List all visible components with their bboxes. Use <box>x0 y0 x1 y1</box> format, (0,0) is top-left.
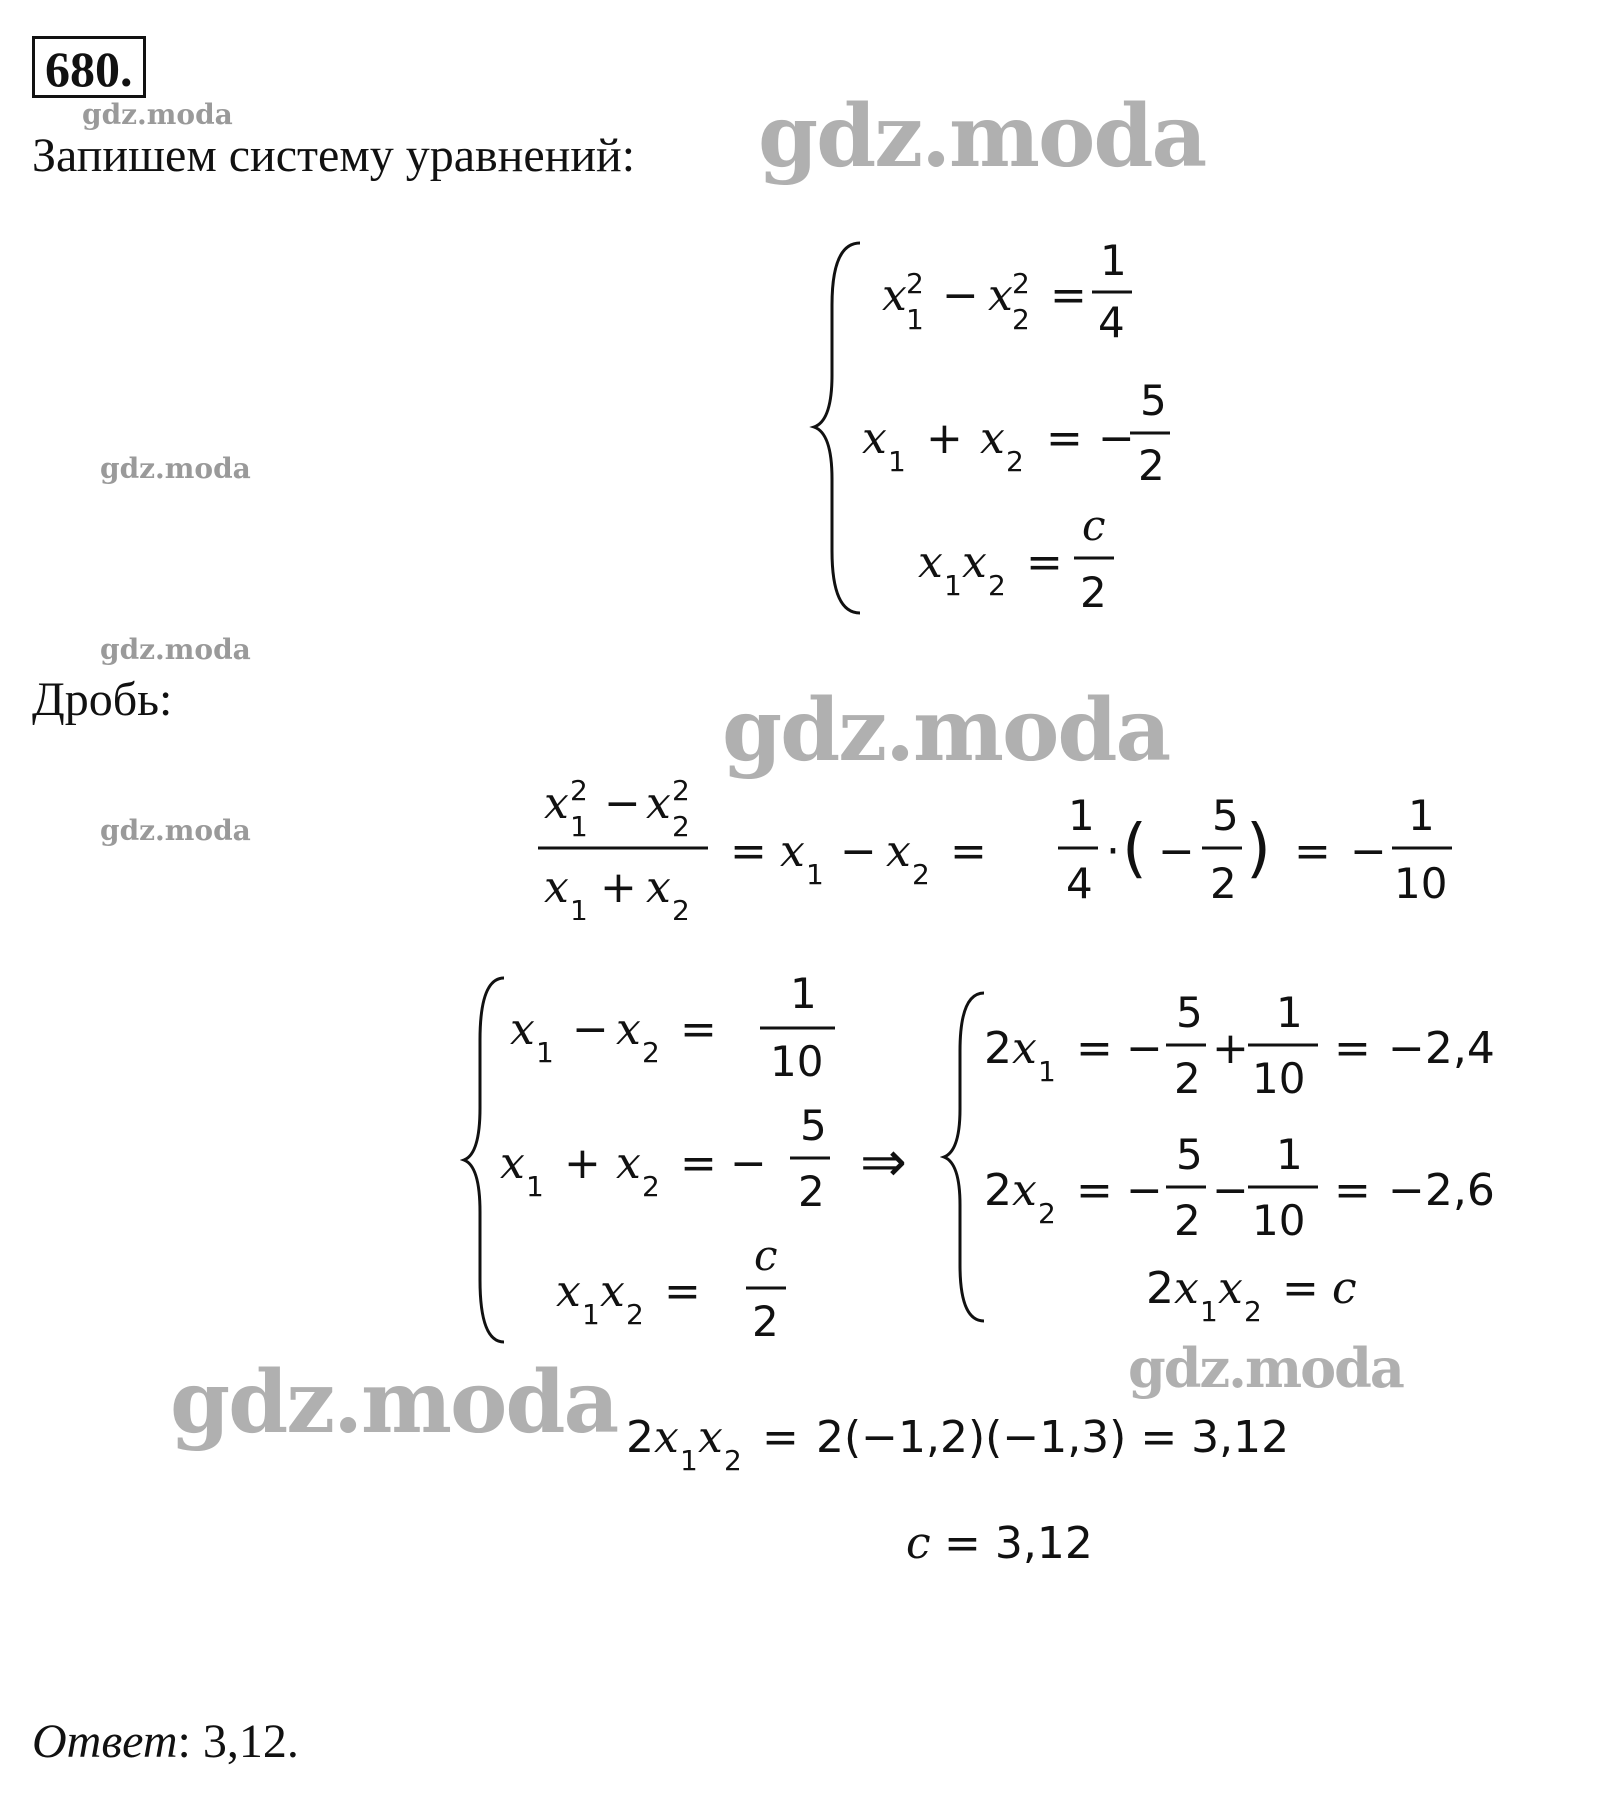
equation-3 <box>1146 1263 1357 1328</box>
svg-text:2: 2 <box>724 1444 742 1477</box>
svg-text:2: 2 <box>642 1170 660 1203</box>
svg-text:=: = <box>664 1266 701 1317</box>
svg-text:2: 2 <box>752 1297 779 1346</box>
svg-text:2: 2 <box>1138 441 1165 490</box>
svg-text:2: 2 <box>1080 568 1107 617</box>
svg-text:1: 1 <box>536 1036 554 1069</box>
svg-text:2: 2 <box>1012 267 1030 300</box>
svg-text:+: + <box>1212 1023 1249 1074</box>
equation-1 <box>510 969 835 1086</box>
svg-text:2: 2 <box>1146 1263 1174 1314</box>
svg-text:x: x <box>862 413 887 464</box>
svg-text:−: − <box>604 778 641 829</box>
svg-text:=: = <box>1294 826 1331 877</box>
svg-text:+: + <box>926 413 963 464</box>
system-of-equations-1 <box>800 225 1220 635</box>
svg-text:5: 5 <box>1176 1130 1203 1179</box>
equation-2 <box>862 376 1170 490</box>
svg-text:x: x <box>544 778 569 829</box>
svg-text:c: c <box>1082 501 1106 550</box>
svg-text:+: + <box>564 1138 601 1189</box>
svg-text:c: c <box>1332 1263 1357 1314</box>
svg-text:1: 1 <box>1038 1055 1056 1088</box>
svg-text:2: 2 <box>642 1036 660 1069</box>
svg-text:x: x <box>500 1138 525 1189</box>
svg-text:10: 10 <box>770 1037 824 1086</box>
svg-text:1: 1 <box>570 810 588 843</box>
watermark: gdz.moda <box>100 814 251 847</box>
svg-text:x: x <box>918 537 943 588</box>
svg-text:2: 2 <box>1006 445 1024 478</box>
answer-label: Ответ <box>32 1715 178 1768</box>
svg-text:1: 1 <box>680 1444 698 1477</box>
svg-text:x: x <box>654 1412 679 1463</box>
svg-text:2: 2 <box>988 569 1006 602</box>
svg-text:=: = <box>1334 1165 1371 1216</box>
svg-text:x: x <box>646 778 671 829</box>
svg-text:2: 2 <box>672 774 690 807</box>
svg-text:2: 2 <box>672 810 690 843</box>
svg-text:x: x <box>616 1138 641 1189</box>
svg-text:−: − <box>1098 413 1135 464</box>
svg-text:−: − <box>1350 826 1387 877</box>
svg-text:10: 10 <box>1252 1196 1306 1245</box>
svg-text:=: = <box>762 1412 799 1463</box>
svg-text:x: x <box>980 413 1005 464</box>
svg-text:−: − <box>942 270 979 321</box>
svg-text:5: 5 <box>1176 988 1203 1037</box>
fraction-label: Дробь: <box>32 673 173 726</box>
svg-text:−: − <box>572 1004 609 1055</box>
svg-text:−: − <box>1158 826 1195 877</box>
problem-number: 680. <box>32 36 146 98</box>
svg-text:2: 2 <box>798 1167 825 1216</box>
watermark: gdz.moda <box>100 633 251 666</box>
svg-text:2(−1,2)(−1,3) = 3,12: 2(−1,2)(−1,3) = 3,12 <box>816 1412 1290 1463</box>
svg-text:2: 2 <box>626 1412 654 1463</box>
implies-arrow: ⇒ <box>860 1130 907 1195</box>
answer-value: : 3,12. <box>177 1715 299 1768</box>
svg-text:=: = <box>1076 1023 1113 1074</box>
svg-text:−: − <box>1212 1165 1249 1216</box>
svg-text:=: = <box>680 1138 717 1189</box>
svg-text:1: 1 <box>582 1298 600 1331</box>
svg-text:x: x <box>988 270 1013 321</box>
svg-text:): ) <box>1246 812 1271 886</box>
svg-text:=: = <box>730 826 767 877</box>
svg-text:x: x <box>1174 1263 1199 1314</box>
svg-text:x: x <box>556 1266 581 1317</box>
svg-text:=: = <box>1076 1165 1113 1216</box>
c-line <box>900 1506 1200 1586</box>
svg-text:1: 1 <box>1276 1130 1303 1179</box>
svg-text:1: 1 <box>1276 988 1303 1037</box>
svg-text:2: 2 <box>984 1165 1012 1216</box>
svg-text:−: − <box>1126 1023 1163 1074</box>
svg-text:4: 4 <box>1098 298 1125 347</box>
svg-text:1: 1 <box>570 894 588 920</box>
svg-text:2: 2 <box>1174 1196 1201 1245</box>
equation-1 <box>882 236 1132 347</box>
svg-text:2: 2 <box>1174 1054 1201 1103</box>
svg-text:=: = <box>680 1004 717 1055</box>
svg-text:=: = <box>1046 413 1083 464</box>
svg-text:2: 2 <box>1012 303 1030 336</box>
fraction-equation <box>530 770 1510 920</box>
equation-3 <box>918 501 1114 617</box>
svg-text:5: 5 <box>1212 791 1239 840</box>
svg-text:+: + <box>600 862 637 913</box>
svg-text:x: x <box>1218 1263 1243 1314</box>
equation-2 <box>500 1101 830 1216</box>
svg-text:2: 2 <box>1210 859 1237 908</box>
svg-text:x: x <box>1012 1023 1037 1074</box>
svg-text:2: 2 <box>1244 1295 1262 1328</box>
svg-text:10: 10 <box>1394 859 1448 908</box>
watermark: gdz.moda <box>100 452 251 485</box>
svg-text:1: 1 <box>888 445 906 478</box>
svg-text:x: x <box>616 1004 641 1055</box>
svg-text:5: 5 <box>1140 376 1167 425</box>
svg-text:10: 10 <box>1252 1054 1306 1103</box>
svg-text:2: 2 <box>626 1298 644 1331</box>
svg-text:x: x <box>510 1004 535 1055</box>
watermark: gdz.moda <box>82 98 233 131</box>
equation-2 <box>984 1130 1495 1245</box>
svg-text:2: 2 <box>1038 1197 1056 1230</box>
svg-text:x: x <box>780 826 805 877</box>
svg-text:−: − <box>730 1138 767 1189</box>
svg-text:x: x <box>600 1266 625 1317</box>
equation-1 <box>984 988 1495 1103</box>
product-line <box>620 1400 1420 1480</box>
svg-text:−2,6: −2,6 <box>1388 1165 1495 1216</box>
svg-text:c: c <box>906 1518 931 1569</box>
svg-text:=: = <box>950 826 987 877</box>
svg-text:2: 2 <box>570 774 588 807</box>
svg-text:1: 1 <box>1200 1295 1218 1328</box>
svg-text:1: 1 <box>806 858 824 891</box>
svg-text:2: 2 <box>672 894 690 920</box>
svg-text:1: 1 <box>1408 791 1435 840</box>
svg-text:−2,4: −2,4 <box>1388 1023 1495 1074</box>
equation-3 <box>556 1231 786 1346</box>
svg-text:·: · <box>1106 826 1120 877</box>
svg-text:x: x <box>698 1412 723 1463</box>
svg-text:x: x <box>962 537 987 588</box>
svg-text:= 3,12: = 3,12 <box>944 1518 1093 1569</box>
answer <box>32 1714 299 1769</box>
svg-text:=: = <box>1026 537 1063 588</box>
svg-text:1: 1 <box>906 303 924 336</box>
svg-text:−: − <box>840 826 877 877</box>
svg-text:x: x <box>646 862 671 913</box>
svg-text:5: 5 <box>800 1101 827 1150</box>
watermark: gdz.moda <box>758 86 1206 187</box>
svg-text:2: 2 <box>912 858 930 891</box>
svg-text:=: = <box>1050 270 1087 321</box>
svg-text:1: 1 <box>526 1170 544 1203</box>
svg-text:x: x <box>886 826 911 877</box>
svg-text:x: x <box>882 270 907 321</box>
svg-text:1: 1 <box>790 969 817 1018</box>
intro-text: Запишем систему уравнений: <box>32 129 636 182</box>
svg-text:2: 2 <box>984 1023 1012 1074</box>
svg-text:1: 1 <box>1100 236 1127 285</box>
watermark: gdz.moda <box>722 680 1170 781</box>
svg-text:1: 1 <box>1068 791 1095 840</box>
svg-text:x: x <box>1012 1165 1037 1216</box>
watermark: gdz.moda <box>170 1352 618 1453</box>
svg-text:(: ( <box>1122 812 1147 886</box>
svg-text:2: 2 <box>906 267 924 300</box>
svg-text:=: = <box>1334 1023 1371 1074</box>
svg-text:=: = <box>1282 1263 1319 1314</box>
svg-text:−: − <box>1126 1165 1163 1216</box>
svg-text:1: 1 <box>944 569 962 602</box>
svg-text:x: x <box>544 862 569 913</box>
watermark: gdz.moda <box>1128 1336 1403 1400</box>
svg-text:4: 4 <box>1066 859 1093 908</box>
system-of-equations-3 <box>940 975 1590 1355</box>
svg-text:c: c <box>754 1231 778 1280</box>
